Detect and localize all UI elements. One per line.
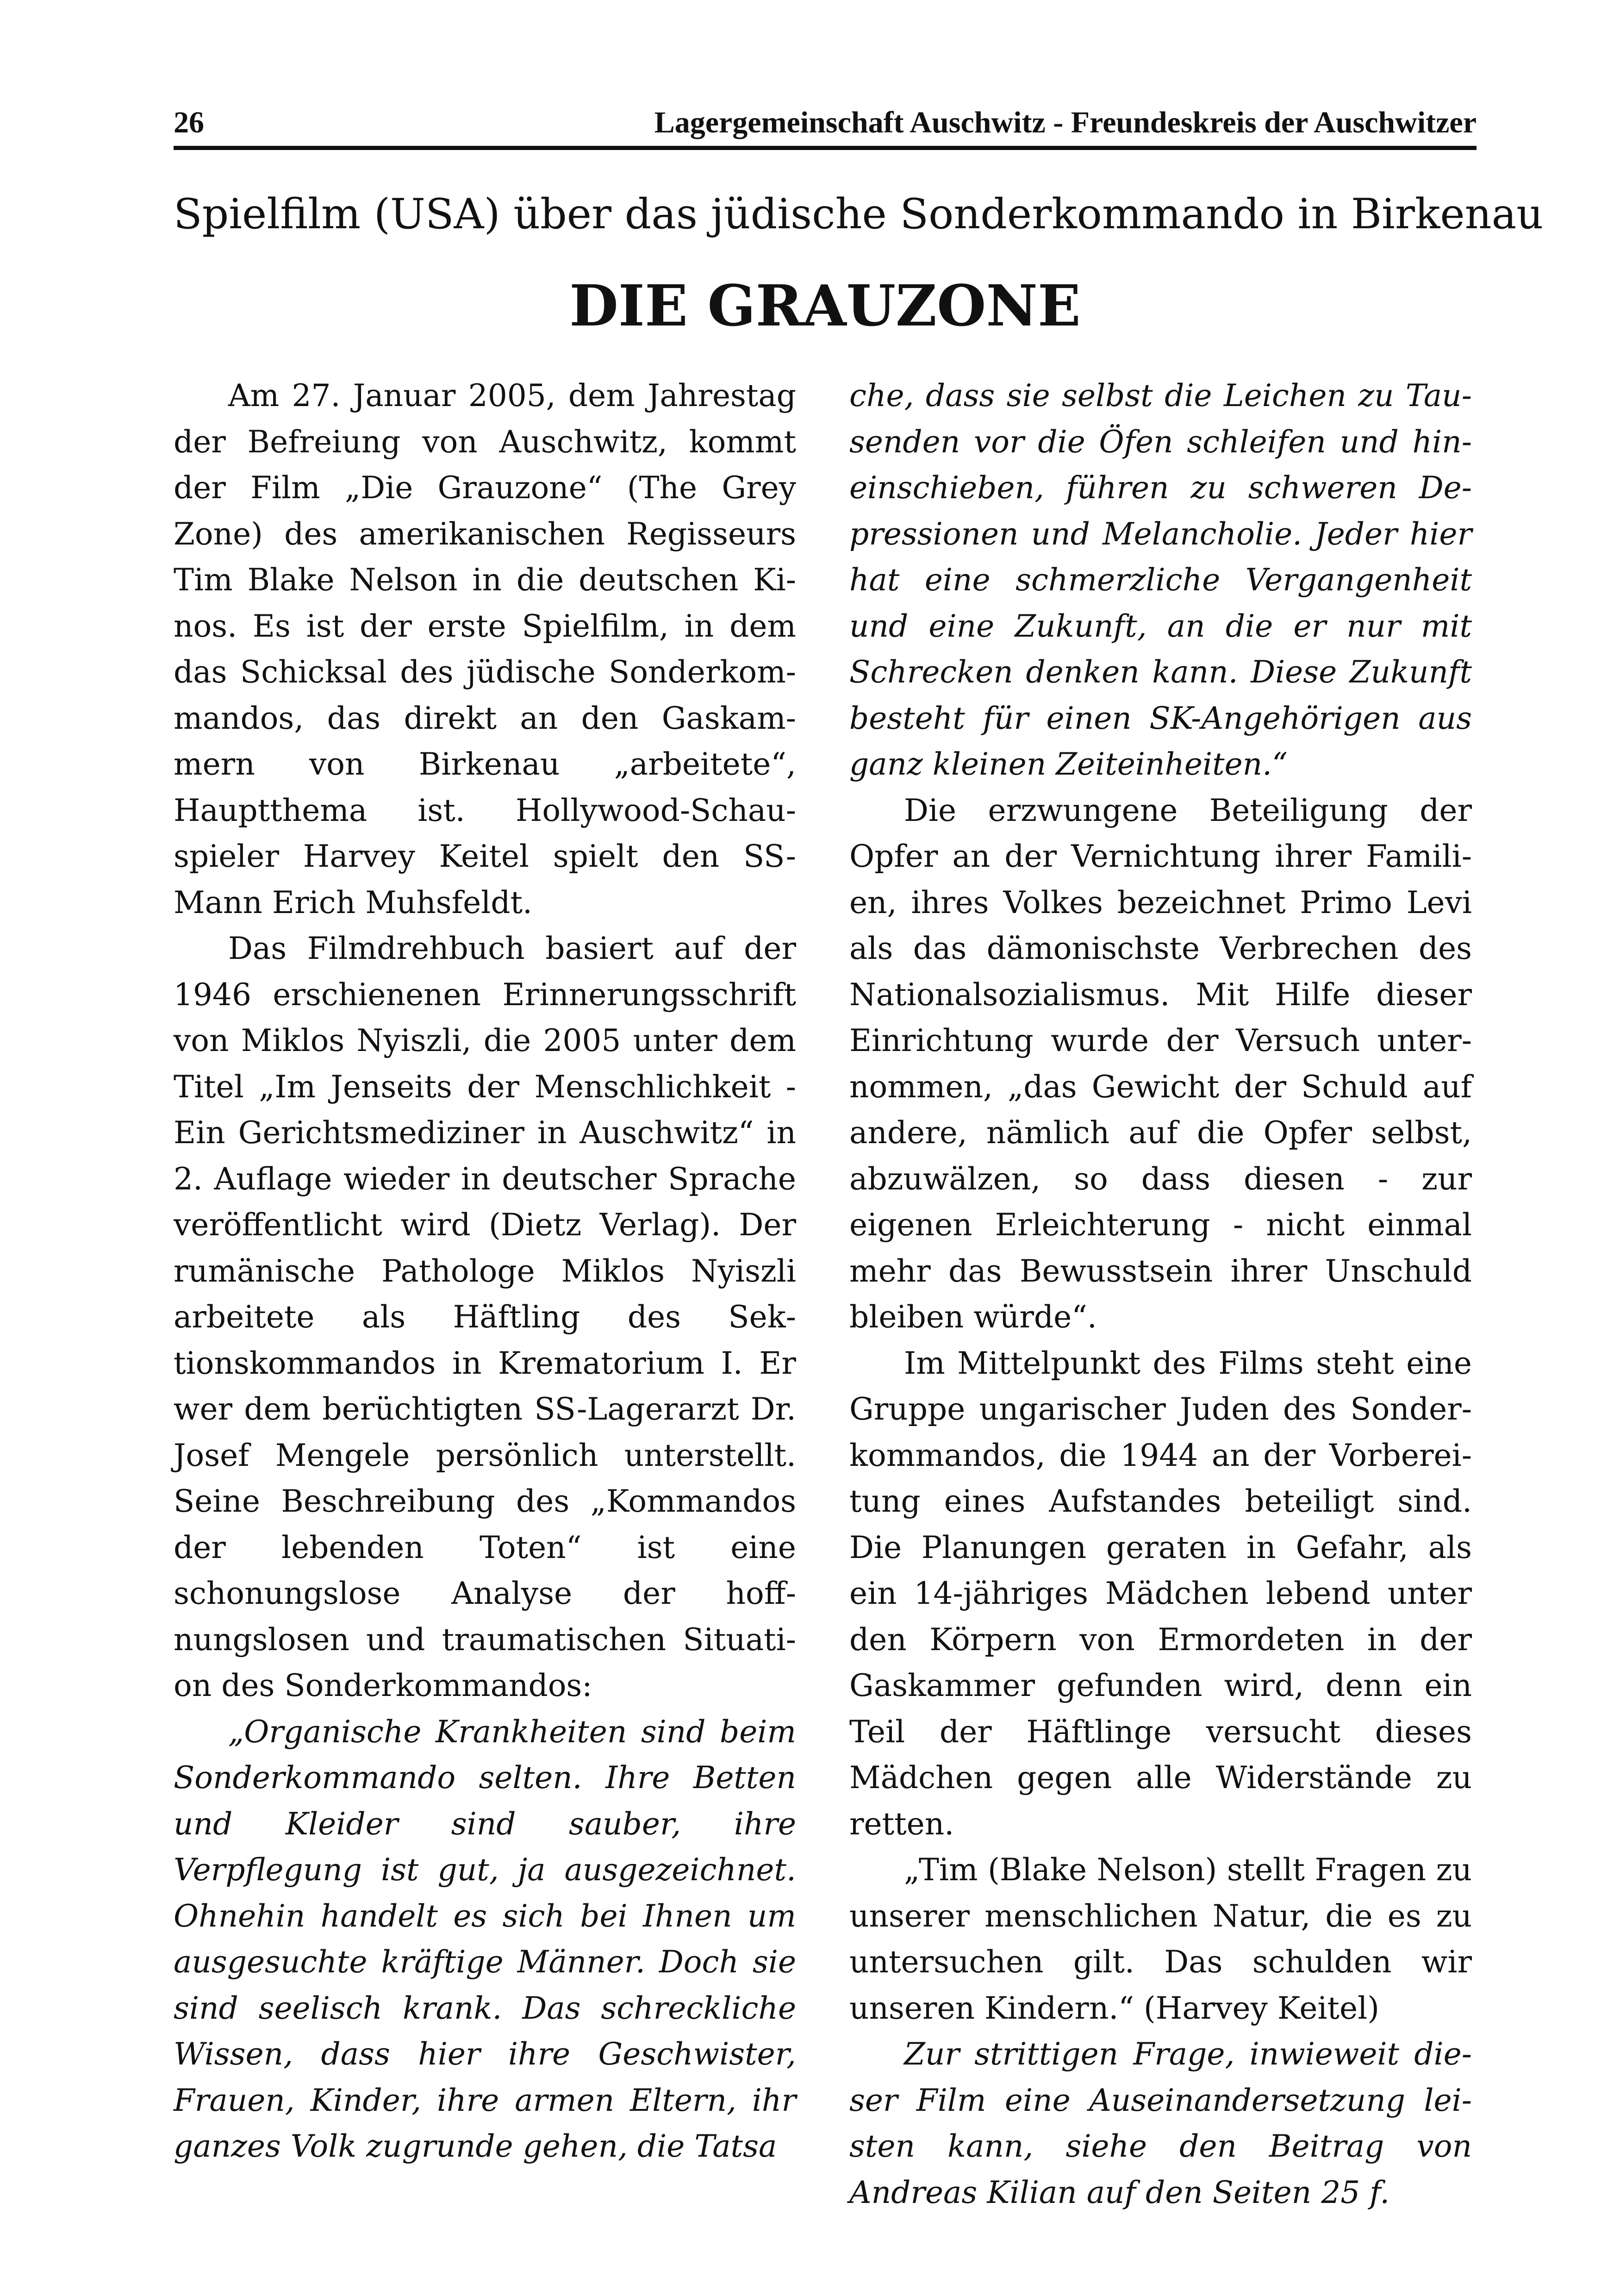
- page-header: [174, 104, 1477, 141]
- article-title: DIE GRAUZONE: [569, 272, 1081, 339]
- body-paragraph: Die erzwungene Beteiligung der Opfer an der Vernichtung ihrer Familien, ihres Volkes bezeichnet Primo Levi als das dämonischste Verbrechen des Nationalsozialismus. Mit Hilfe dieser Einrichtung wurde der Versuch unternommen, „das Gewicht der Schuld auf andere, nämlich auf die Opfer selbst, abzuwälzen, so dass diesen - zur eigenen Erleichterung - nicht einmal mehr das Bewusstsein ihrer Unschuld bleiben würde“.: [849, 792, 1472, 1335]
- left-column: [174, 373, 796, 2170]
- page-number: 26: [174, 106, 204, 139]
- body-paragraph: Im Mittelpunkt des Films steht eine Gruppe ungarischer Juden des Sonderkommandos, die 1944 an der Vorbereitung eines Aufstandes beteiligt sind. Die Planungen geraten in Gefahr, als ein 14-jähriges Mädchen lebend unter den Körpern von Ermordeten in der Gaskammer gefunden wird, denn ein Teil der Häftlinge versucht dieses Mädchen gegen alle Widerstände zu retten.: [849, 1345, 1472, 1842]
- article-subtitle: Spielfilm (USA) über das jüdische Sonderkommando in Birkenau: [174, 190, 1544, 238]
- running-title: Lagergemeinschaft Auschwitz - Freundeskreis der Auschwitzer: [654, 106, 1477, 139]
- quote-paragraph: „Organische Krankheiten sind beim Sonderkommando selten. Ihre Betten und Kleider sind sauber, ihre Verpflegung ist gut, ja ausgezeichnet. Ohnehin handelt es sich bei Ihnen um ausgesuchte kräftige Männer. Doch sie sind seelisch krank. Das schreckliche Wissen, dass hier ihre Geschwister, Frauen, Kinder, ihre armen Eltern, ihr ganzes Volk zugrunde gehen, die Tatsa: [174, 1714, 796, 2164]
- quote-paragraph-continued: che, dass sie selbst die Leichen zu Tausenden vor die Öfen schleifen und hineinschieben, führen zu schweren Depressionen und Melancholie. Jeder hier hat eine schmerzliche Vergangenheit und eine Zukunft, an die er nur mit Schrecken denken kann. Diese Zukunft besteht für einen SK-Angehörigen aus ganz kleinen Zeiteinheiten.“: [849, 378, 1472, 782]
- body-paragraph: Am 27. Januar 2005, dem Jahrestag der Befreiung von Auschwitz, kommt der Film „Die Grauzone“ (The Grey Zone) des amerikanischen Regisseurs Tim Blake Nelson in die deutschen Kinos. Es ist der erste Spielfilm, in dem das Schicksal des jüdische Sonderkommandos, das direkt an den Gaskammern von Birkenau „arbeitete“, Hauptthema ist. Hollywood-Schauspieler Harvey Keitel spielt den SS-Mann Erich Muhsfeldt.: [174, 378, 796, 920]
- reference-note: Zur strittigen Frage, inwieweit dieser Film eine Auseinandersetzung leisten kann, siehe den Beitrag von Andreas Kilian auf den Seiten 25 f.: [849, 2036, 1472, 2210]
- keitel-quote-paragraph: „Tim (Blake Nelson) stellt Fragen zu unserer menschlichen Natur, die es zu untersuchen gilt. Das schulden wir unseren Kindern.“ (Harvey Keitel): [849, 1852, 1472, 2026]
- body-paragraph: Das Filmdrehbuch basiert auf der 1946 erschienenen Erinnerungsschrift von Miklos Nyiszli, die 2005 unter dem Titel „Im Jenseits der Menschlichkeit - Ein Gerichtsmediziner in Auschwitz“ in 2. Auflage wieder in deutscher Sprache veröffentlicht wird (Dietz Verlag). Der rumänische Pathologe Miklos Nyiszli arbeitete als Häftling des Sektionskommandos in Krematorium I. Er wer dem berüchtigten SS-Lagerarzt Dr. Josef Mengele persönlich unterstellt. Seine Beschreibung des „Kommandos der lebenden Toten“ ist eine schonungslose Analyse der hoffnungslosen und traumatischen Situation des Sonderkommandos:: [174, 931, 796, 1703]
- header-rule: [174, 146, 1477, 150]
- right-column: [849, 373, 1472, 2215]
